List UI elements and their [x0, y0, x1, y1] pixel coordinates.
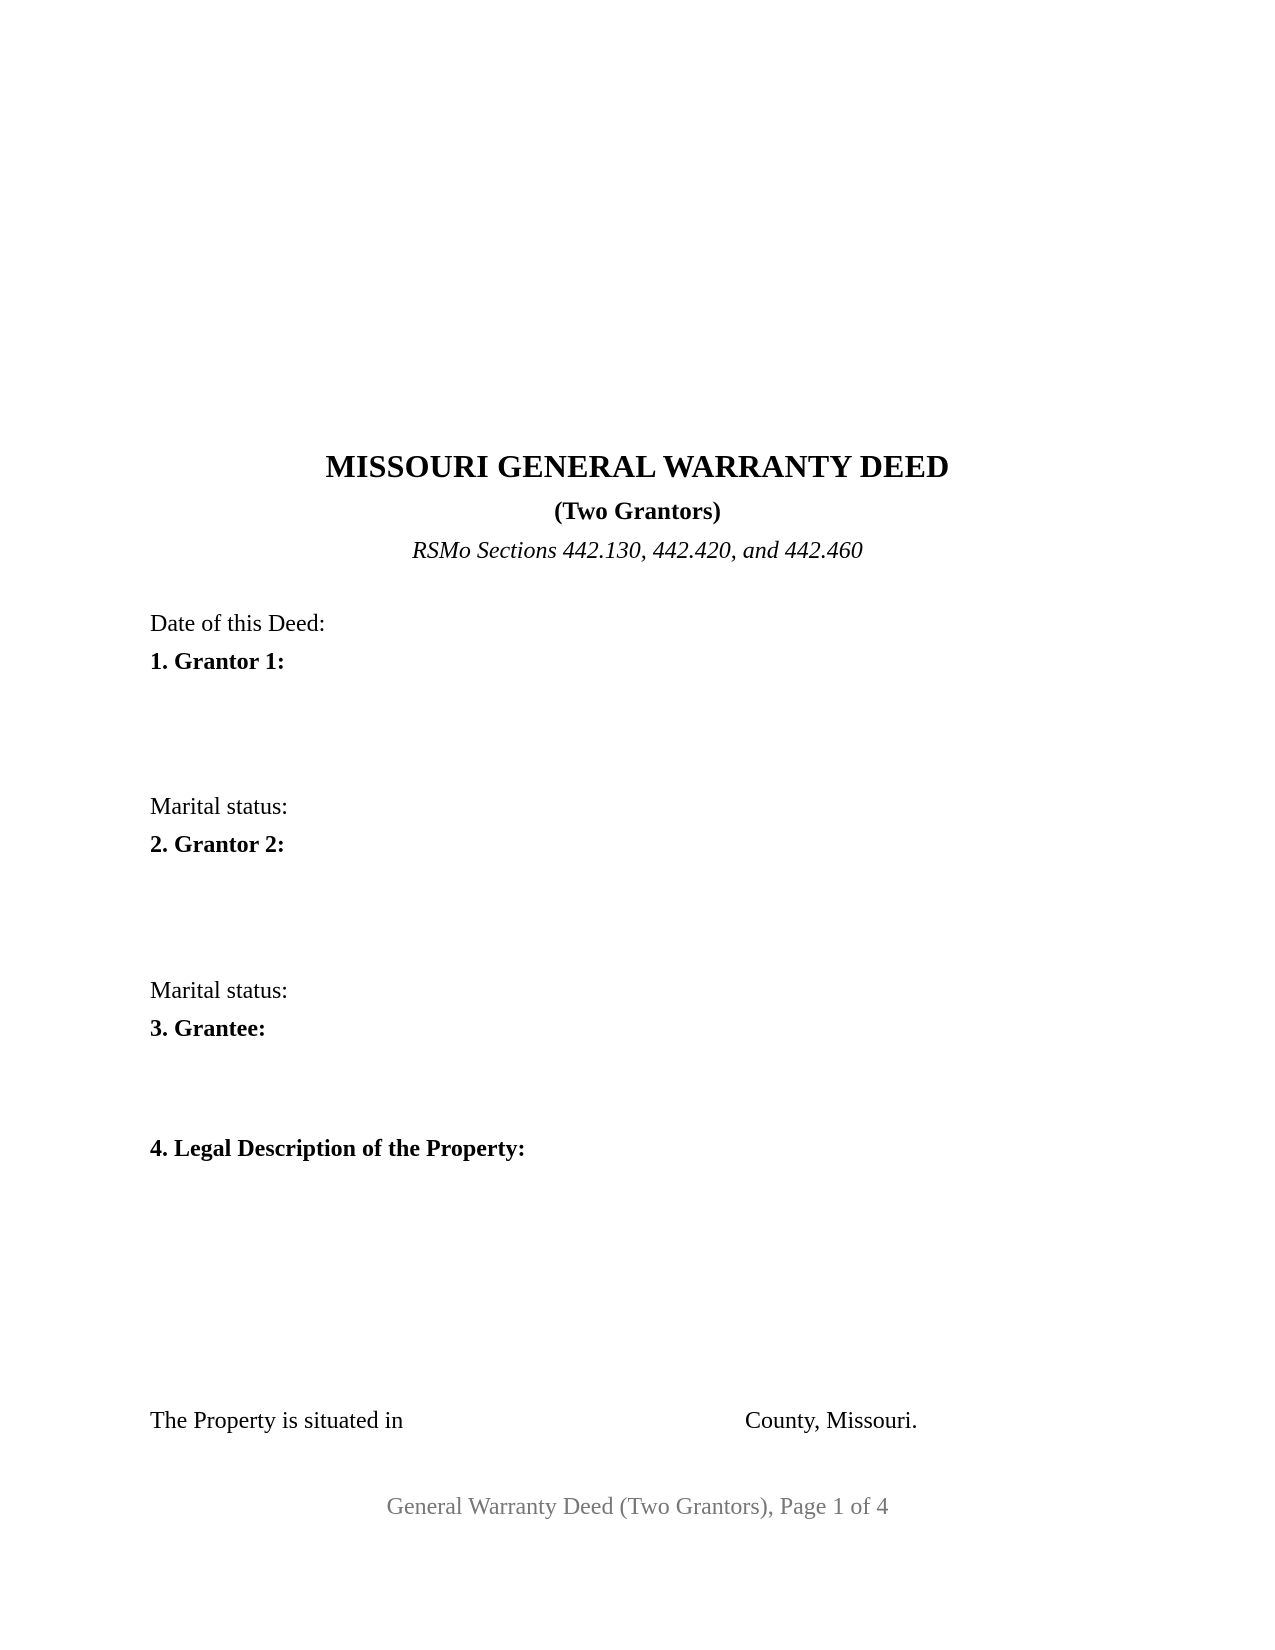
date-label: Date of this Deed:: [150, 611, 326, 637]
statute-reference: RSMo Sections 442.130, 442.420, and 442.460: [412, 538, 863, 564]
grantor1-field[interactable]: [150, 682, 1120, 792]
grantee-label: 3. Grantee:: [150, 1016, 266, 1042]
legal-description-label: 4. Legal Description of the Property:: [150, 1136, 526, 1162]
grantor1-marital-field[interactable]: [300, 794, 885, 820]
grantee-field[interactable]: [150, 1050, 1120, 1134]
grantor2-label: 2. Grantor 2:: [150, 832, 285, 858]
grantor1-marital-label: Marital status:: [150, 794, 288, 820]
county-suffix: County, Missouri.: [745, 1408, 918, 1434]
date-field[interactable]: [340, 611, 760, 637]
grantor1-label: 1. Grantor 1:: [150, 649, 285, 675]
document-subtitle: (Two Grantors): [554, 498, 721, 525]
county-prefix: The Property is situated in: [150, 1408, 404, 1434]
legal-description-field[interactable]: [150, 1172, 1120, 1392]
page-footer: General Warranty Deed (Two Grantors), Page 1 of 4: [386, 1494, 889, 1520]
document-title: MISSOURI GENERAL WARRANTY DEED: [325, 448, 950, 484]
grantor2-marital-field[interactable]: [300, 978, 885, 1004]
county-field[interactable]: [420, 1408, 738, 1434]
grantor2-marital-label: Marital status:: [150, 978, 288, 1004]
grantor2-field[interactable]: [150, 866, 1120, 974]
